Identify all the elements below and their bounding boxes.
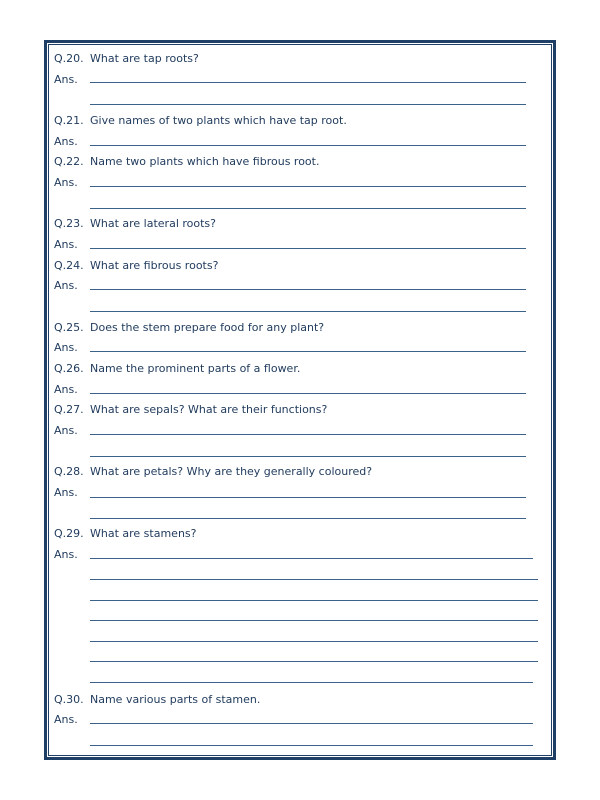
question-27 — [54, 403, 327, 416]
answer-line[interactable] — [90, 289, 526, 290]
answer-line[interactable] — [90, 456, 526, 457]
answer-line[interactable] — [90, 208, 526, 209]
answer-line[interactable] — [90, 393, 526, 394]
question-number: Q.26. — [54, 362, 84, 375]
question-28 — [54, 465, 372, 478]
question-text: What are fibrous roots? — [90, 259, 219, 272]
answer-line[interactable] — [90, 351, 526, 352]
question-number: Q.25. — [54, 321, 84, 334]
question-number: Q.22. — [54, 155, 84, 168]
answer-label: Ans. — [54, 135, 78, 148]
answer-line[interactable] — [90, 311, 526, 312]
question-23 — [54, 217, 216, 230]
question-22 — [54, 155, 319, 168]
question-number: Q.21. — [54, 114, 84, 127]
answer-label: Ans. — [54, 238, 78, 251]
answer-line[interactable] — [90, 186, 526, 187]
question-30 — [54, 693, 260, 706]
question-21 — [54, 114, 347, 127]
question-text: Name the prominent parts of a flower. — [90, 362, 301, 375]
answer-line[interactable] — [90, 558, 533, 559]
answer-line[interactable] — [90, 579, 538, 580]
question-26 — [54, 362, 300, 375]
answer-label: Ans. — [54, 341, 78, 354]
question-text: Name two plants which have fibrous root. — [90, 155, 320, 168]
question-number: Q.24. — [54, 259, 84, 272]
answer-label: Ans. — [54, 279, 78, 292]
question-number: Q.20. — [54, 52, 84, 65]
answer-label: Ans. — [54, 713, 78, 726]
question-text: Name various parts of stamen. — [90, 693, 261, 706]
question-25 — [54, 321, 324, 334]
question-text: What are petals? Why are they generally coloured? — [90, 465, 373, 478]
answer-line[interactable] — [90, 723, 533, 724]
question-text: Does the stem prepare food for any plant? — [90, 321, 325, 334]
question-number: Q.29. — [54, 527, 84, 540]
answer-label: Ans. — [54, 548, 78, 561]
answer-label: Ans. — [54, 424, 78, 437]
answer-label: Ans. — [54, 383, 78, 396]
answer-label: Ans. — [54, 486, 78, 499]
question-24 — [54, 259, 218, 272]
question-text: Give names of two plants which have tap root. — [90, 114, 347, 127]
answer-line[interactable] — [90, 745, 533, 746]
question-text: What are stamens? — [90, 527, 197, 540]
answer-line[interactable] — [90, 620, 538, 621]
question-number: Q.30. — [54, 693, 84, 706]
question-29 — [54, 527, 197, 540]
answer-line[interactable] — [90, 82, 526, 83]
question-number: Q.28. — [54, 465, 84, 478]
answer-line[interactable] — [90, 104, 526, 105]
answer-line[interactable] — [90, 682, 533, 683]
question-text: What are sepals? What are their functions? — [90, 403, 328, 416]
answer-line[interactable] — [90, 145, 526, 146]
question-text: What are tap roots? — [90, 52, 199, 65]
answer-line[interactable] — [90, 600, 538, 601]
answer-line[interactable] — [90, 518, 526, 519]
question-number: Q.23. — [54, 217, 84, 230]
answer-line[interactable] — [90, 497, 526, 498]
question-number: Q.27. — [54, 403, 84, 416]
answer-line[interactable] — [90, 661, 538, 662]
answer-line[interactable] — [90, 641, 538, 642]
question-20 — [54, 52, 199, 65]
answer-line[interactable] — [90, 248, 526, 249]
worksheet-inner-border — [48, 44, 552, 756]
answer-label: Ans. — [54, 176, 78, 189]
answer-label: Ans. — [54, 73, 78, 86]
answer-line[interactable] — [90, 434, 526, 435]
question-text: What are lateral roots? — [90, 217, 217, 230]
